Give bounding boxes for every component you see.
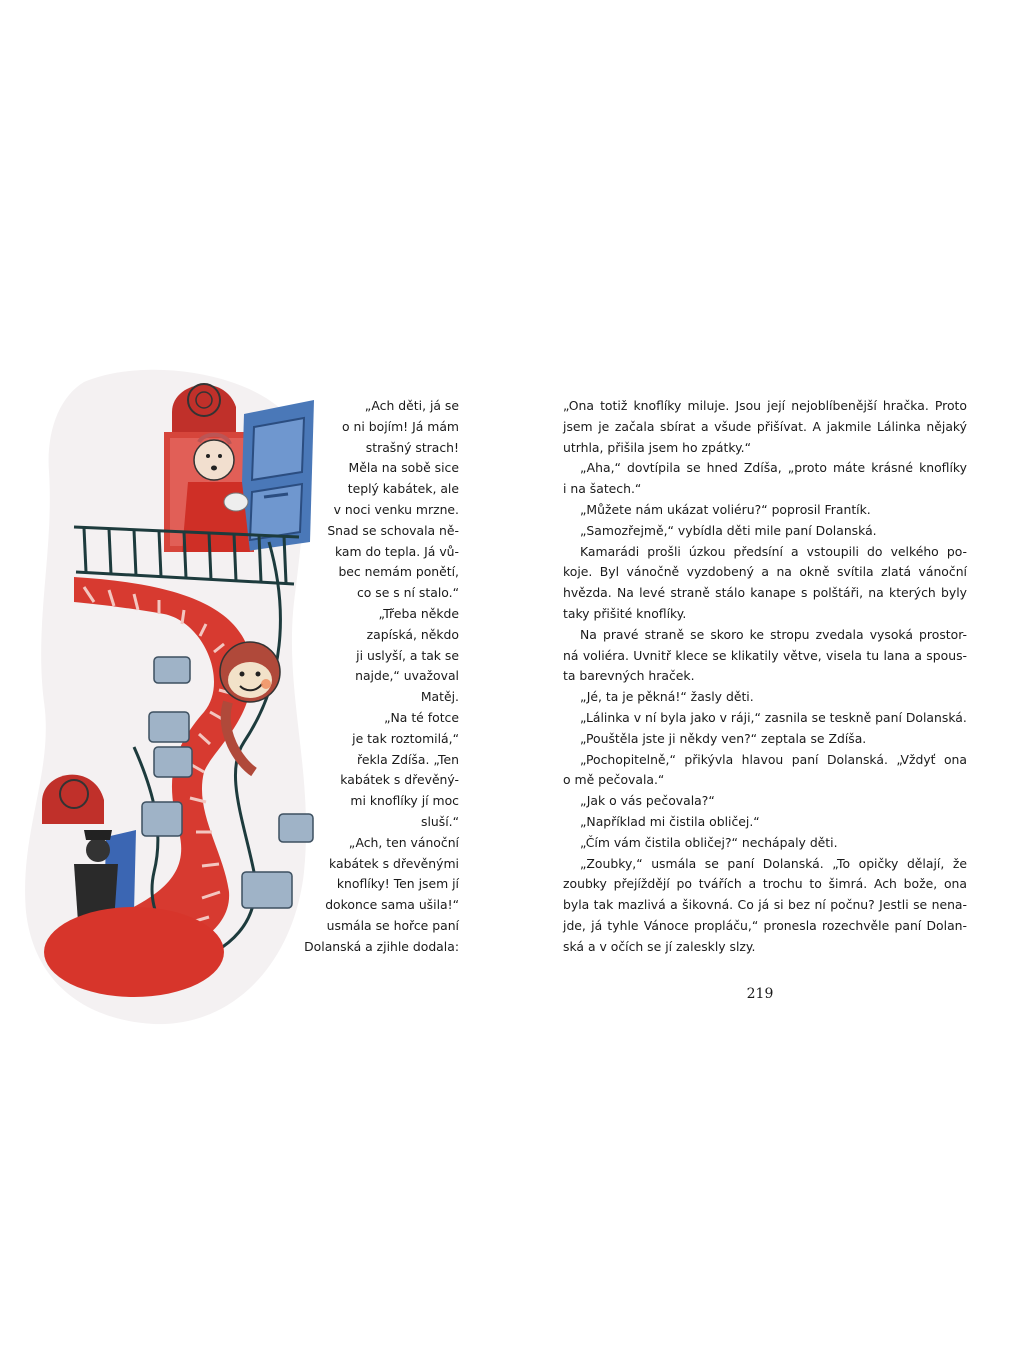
text-line: je tak roztomilá,“: [352, 730, 459, 746]
text-line: řekla Zdíša. „Ten: [357, 751, 459, 767]
text-line: „Samozřejmě,“ vybídla děti mile paní Dolanská.: [580, 522, 877, 538]
text-line: „Lálinka v ní byla jako v ráji,“ zasnila se teskně paní Dolanská.: [580, 709, 967, 725]
text-line: „Ach děti, já se: [364, 398, 459, 413]
left-text-column: [296, 396, 459, 958]
text-line: teplý kabátek, ale: [347, 481, 459, 497]
text-line: zapíská, někdo: [366, 626, 459, 642]
text-line: „Ach, ten vánoční: [348, 834, 459, 850]
text-line: kabátek s dřevěný-: [340, 772, 459, 788]
text-line: mi knoflíky jí moc: [350, 793, 459, 809]
text-line: koje. Byl vánočně vyzdobený a na okně svítila zlatá vánoční: [563, 564, 967, 580]
text-line: „Čím vám čistila obličej?“ nechápaly děti.: [580, 834, 838, 850]
text-line: „Jé, ta je pěkná!“ žasly děti.: [580, 689, 754, 705]
text-line: „Na té fotce: [384, 709, 459, 725]
text-line: Matěj.: [420, 689, 459, 705]
text-line: „Třeba někde: [378, 605, 459, 621]
text-line: jde, já tyhle Vánoce propláču,“ pronesla rozechvěle paní Dolan-: [563, 917, 967, 933]
text-line: byla tak mazlivá a šikovná. Co já si bez ní počnu? Jestli se nena-: [563, 897, 967, 913]
text-line: Dolanská a zjihle dodala:: [304, 938, 459, 954]
text-line: taky přišité knoflíky.: [563, 605, 687, 621]
text-line: „Jak o vás pečovala?“: [580, 793, 715, 809]
text-line: o ni bojím! Já mám: [342, 418, 459, 434]
text-line: Měla na sobě sice: [348, 460, 459, 476]
text-line: ji uslyší, a tak se: [356, 647, 459, 663]
page-number: 219: [746, 986, 774, 1002]
text-line: ta barevných hraček.: [563, 668, 695, 684]
text-line: knoflíky! Ten jsem jí: [336, 876, 459, 892]
text-line: „Ona totiž knoflíky miluje. Jsou její nejoblíbenější hračka. Proto: [563, 398, 967, 413]
text-line: o mě pečovala.“: [563, 772, 665, 788]
text-line: Kamarádi prošli úzkou předsíní a vstoupili do velkého po-: [580, 543, 967, 559]
text-line: „Zoubky,“ usmála se paní Dolanská. „To opičky dělají, že: [580, 855, 967, 871]
red-floor: [44, 907, 224, 997]
text-line: sluší.“: [420, 813, 459, 829]
text-line: dokonce sama ušila!“: [325, 897, 459, 913]
text-line: bec nemám ponětí,: [338, 564, 459, 580]
staircase-illustration: [14, 352, 314, 1030]
text-line: najde,“ uvažoval: [355, 668, 459, 684]
text-line: „Aha,“ dovtípila se hned Zdíša, „proto máte krásné knoflíky: [580, 460, 967, 476]
text-line: i na šatech.“: [563, 481, 642, 497]
text-line: jsem je začala sbírat a všude přišívat. A jakmile Lálinka nějaký: [563, 418, 967, 434]
text-line: zoubky přejíždějí po tvářích a trochu to šimrá. Ach bože, ona: [563, 876, 967, 892]
text-line: co se s ní stalo.“: [356, 585, 459, 601]
text-line: Na pravé straně se skoro ke stropu zvedala vysoká prostor-: [580, 626, 967, 642]
text-line: utrhla, přišila jsem ho zpátky.“: [563, 439, 752, 455]
right-text-column: [563, 396, 967, 958]
text-line: kabátek s dřevěnými: [329, 855, 459, 871]
text-line: kam do tepla. Já vů-: [334, 543, 459, 559]
text-line: „Můžete nám ukázat voliéru?“ poprosil Frantík.: [580, 501, 871, 517]
text-line: „Například mi čistila obličej.“: [580, 813, 760, 829]
text-line: Snad se schovala ně-: [327, 522, 459, 538]
text-line: ská a v očích se jí zaleskly slzy.: [563, 938, 756, 954]
text-line: strašný strach!: [365, 439, 459, 455]
text-line: usmála se hořce paní: [326, 917, 459, 933]
text-line: hvězda. Na levé straně stálo kanape s polštáři, na kterých byly: [563, 585, 967, 601]
text-line: ná voliéra. Uvnitř klece se klikatily větve, visela tu lana a spous-: [563, 647, 967, 663]
text-line: „Pochopitelně,“ přikývla hlavou paní Dolanská. „Vždyť ona: [580, 751, 967, 767]
text-line: „Pouštěla jste ji někdy ven?“ zeptala se Zdíša.: [580, 730, 867, 746]
text-line: v noci venku mrzne.: [333, 501, 459, 517]
